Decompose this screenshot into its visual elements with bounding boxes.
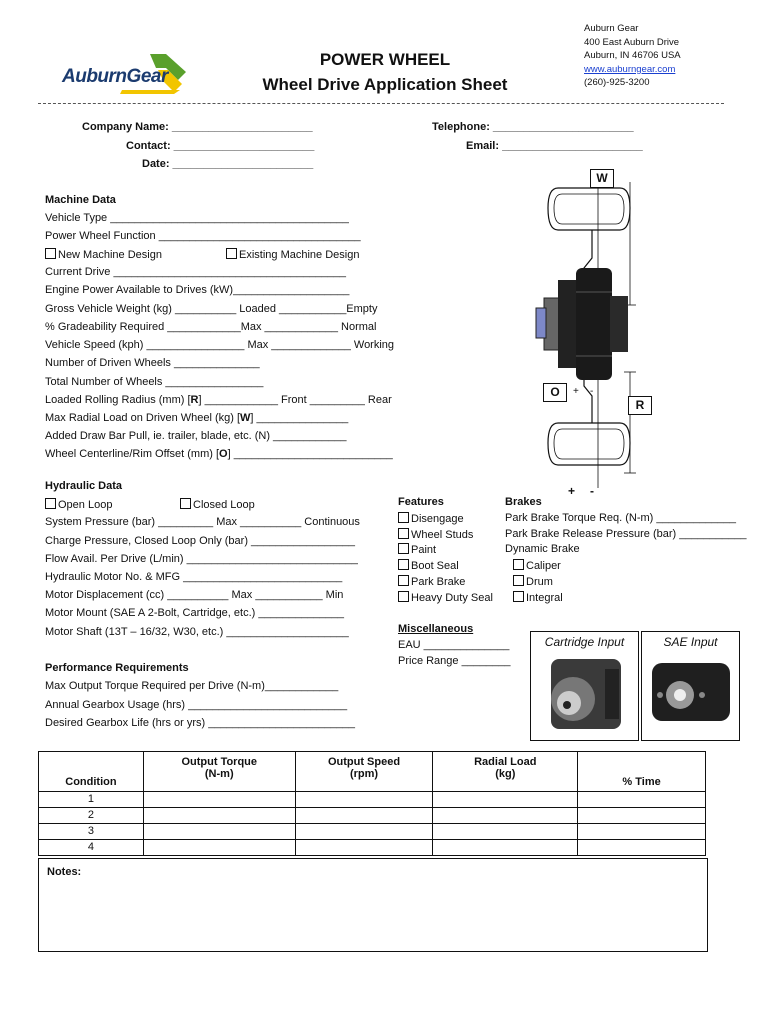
radial-load-field[interactable]: [45, 412, 348, 425]
rolling-radius-field[interactable]: [45, 394, 392, 407]
existing-machine-label: Existing Machine Design: [239, 249, 360, 261]
charge-pressure-field[interactable]: Charge Pressure, Closed Loop Only (bar) _________________: [45, 535, 356, 547]
website-link[interactable]: www.auburngear.com: [584, 63, 676, 75]
closed-loop-option[interactable]: [180, 498, 255, 512]
existing-machine-option[interactable]: [226, 248, 359, 262]
condition-number: 3: [39, 824, 144, 840]
feature-heavy-duty-seal[interactable]: [398, 591, 493, 605]
brake-label: Integral: [526, 592, 563, 604]
feature-label: Boot Seal: [411, 560, 459, 572]
condition-number: 2: [39, 808, 144, 824]
features-heading: Features: [398, 496, 444, 508]
offset-plus-top: +: [573, 386, 579, 397]
feature-label: Wheel Studs: [411, 529, 474, 541]
park-brake-release-field[interactable]: Park Brake Release Pressure (bar) ___________: [505, 528, 747, 540]
draw-bar-field[interactable]: Added Draw Bar Pull, ie. trailer, blade, etc. (N) ____________: [45, 430, 347, 442]
existing-machine-checkbox[interactable]: [226, 248, 237, 259]
gross-vehicle-weight-field[interactable]: [45, 303, 377, 316]
brake-checkbox[interactable]: [513, 591, 524, 602]
load-cell[interactable]: [433, 808, 578, 824]
address-line-1: 400 East Auburn Drive: [584, 36, 680, 48]
performance-heading: Performance Requirements: [45, 662, 189, 674]
open-loop-checkbox[interactable]: [45, 498, 56, 509]
misc-heading: Miscellaneous: [398, 623, 474, 635]
eau-field[interactable]: EAU ______________: [398, 639, 510, 651]
header-percent-time: % Time: [578, 752, 706, 792]
title-line-2: Wheel Drive Application Sheet: [262, 75, 508, 94]
new-machine-checkbox[interactable]: [45, 248, 56, 259]
feature-label: Paint: [411, 544, 437, 556]
grade-max: % Gradeability Required ____________Max: [45, 321, 262, 333]
feature-label: Park Brake: [411, 576, 466, 588]
notes-box[interactable]: [38, 858, 708, 952]
brake-caliper[interactable]: [513, 559, 561, 573]
address-line-2: Auburn, IN 46706 USA: [584, 50, 681, 61]
wheel-drive-diagram: [530, 168, 670, 496]
speed-working: _____________ Working: [271, 339, 395, 351]
table-row: [39, 840, 706, 856]
label-r: R: [628, 396, 652, 415]
offset-minus-top: -: [590, 386, 594, 397]
closed-loop-checkbox[interactable]: [180, 498, 191, 509]
logo: [62, 50, 190, 96]
motor-displacement-field[interactable]: Motor Displacement (cc) __________ Max ___________ Min: [45, 589, 344, 601]
feature-checkbox[interactable]: [398, 528, 409, 539]
brakes-heading: Brakes: [505, 496, 542, 508]
gvw-empty: ___________Empty: [279, 303, 378, 315]
radial-load-symbol: W: [240, 412, 251, 424]
radial-load-blank: ] _______________: [250, 412, 349, 424]
offset-plus: +: [568, 484, 576, 498]
gearbox-life-field[interactable]: Desired Gearbox Life (hrs or yrs) ________________________: [45, 717, 356, 729]
driven-wheels-field[interactable]: Number of Driven Wheels ______________: [45, 357, 260, 369]
motor-number-field[interactable]: Hydraulic Motor No. & MFG __________________________: [45, 571, 343, 583]
feature-label: Disengage: [411, 513, 464, 525]
rolling-radius-blanks: ] ____________ Front _________ Rear: [198, 394, 392, 406]
conditions-table: [38, 751, 706, 856]
power-wheel-function-field[interactable]: Power Wheel Function _________________________________: [45, 230, 361, 242]
radial-load-label: Max Radial Load on Driven Wheel (kg) [: [45, 412, 241, 424]
rolling-radius-symbol: R: [190, 394, 199, 406]
new-machine-label: New Machine Design: [58, 249, 162, 261]
condition-number: 1: [39, 792, 144, 808]
brake-drum[interactable]: [513, 575, 553, 589]
vehicle-speed-field[interactable]: [45, 339, 394, 352]
motor-shaft-field[interactable]: Motor Shaft (13T – 16/32, W30, etc.) ____________________: [45, 626, 349, 638]
notes-label: Notes:: [47, 866, 82, 878]
cartridge-input-panel: [530, 631, 639, 741]
torque-cell[interactable]: [143, 840, 295, 856]
new-machine-option[interactable]: [45, 248, 162, 262]
flow-field[interactable]: Flow Avail. Per Drive (L/min) ____________________________: [45, 553, 358, 565]
telephone-field[interactable]: Telephone: _______________________: [432, 121, 634, 133]
feature-paint[interactable]: [398, 543, 436, 557]
brake-label: Caliper: [526, 560, 561, 572]
time-cell[interactable]: [578, 808, 706, 824]
feature-checkbox[interactable]: [398, 575, 409, 586]
table-row: [39, 792, 706, 808]
title-line-1: POWER WHEEL: [319, 50, 451, 69]
rim-offset-label: Wheel Centerline/Rim Offset (mm) [: [45, 448, 220, 460]
contact-field[interactable]: Contact: _______________________: [126, 140, 315, 152]
sae-motor-image: [642, 649, 737, 737]
rim-offset-field[interactable]: [45, 448, 393, 461]
header-radial-load: Radial Load (kg): [433, 752, 578, 792]
park-brake-torque-field[interactable]: Park Brake Torque Req. (N-m) _____________: [505, 512, 736, 524]
load-cell[interactable]: [433, 792, 578, 808]
header-condition: Condition: [39, 752, 144, 792]
speed-cell[interactable]: [295, 808, 433, 824]
load-cell[interactable]: [433, 840, 578, 856]
feature-checkbox[interactable]: [398, 559, 409, 570]
closed-loop-label: Closed Loop: [193, 499, 255, 511]
brake-integral[interactable]: [513, 591, 563, 605]
date-field[interactable]: Date: _______________________: [142, 158, 314, 170]
annual-usage-field[interactable]: Annual Gearbox Usage (hrs) __________________________: [45, 699, 348, 711]
gvw-loaded: Gross Vehicle Weight (kg) __________ Loaded: [45, 303, 276, 315]
header-output-speed: Output Speed (rpm): [295, 752, 433, 792]
brake-checkbox[interactable]: [513, 559, 524, 570]
offset-minus: -: [590, 484, 594, 498]
feature-park-brake[interactable]: [398, 575, 465, 589]
company-address: [584, 22, 681, 90]
feature-checkbox[interactable]: [398, 591, 409, 602]
time-cell[interactable]: [578, 824, 706, 840]
system-pressure-field[interactable]: System Pressure (bar) _________ Max __________ Continuous: [45, 516, 360, 528]
total-wheels-field[interactable]: Total Number of Wheels ________________: [45, 376, 264, 388]
cartridge-input-label: Cartridge Input: [544, 635, 625, 649]
feature-disengage[interactable]: [398, 512, 464, 526]
torque-cell[interactable]: [143, 824, 295, 840]
machine-data-heading: Machine Data: [45, 194, 116, 206]
max-output-torque-field[interactable]: Max Output Torque Required per Drive (N-m)____________: [45, 680, 339, 692]
speed-max: Vehicle Speed (kph) ________________ Max: [45, 339, 269, 351]
speed-cell[interactable]: [295, 792, 433, 808]
time-cell[interactable]: [578, 840, 706, 856]
table-row: [39, 824, 706, 840]
cartridge-motor-image: [531, 649, 636, 737]
label-o: O: [543, 383, 567, 402]
feature-checkbox[interactable]: [398, 512, 409, 523]
table-row: [39, 808, 706, 824]
torque-cell[interactable]: [143, 808, 295, 824]
load-cell[interactable]: [433, 824, 578, 840]
time-cell[interactable]: [578, 792, 706, 808]
address-phone: (260)-925-3200: [584, 77, 650, 88]
dynamic-brake-label: Dynamic Brake: [505, 543, 580, 555]
header-output-torque: Output Torque (N-m): [143, 752, 295, 792]
page-title: [240, 50, 530, 95]
condition-number: 4: [39, 840, 144, 856]
label-w: W: [590, 169, 614, 188]
sae-input-panel: [641, 631, 740, 741]
feature-checkbox[interactable]: [398, 543, 409, 554]
email-field[interactable]: Email: _______________________: [466, 140, 643, 152]
address-company: Auburn Gear: [584, 23, 639, 34]
company-name-field[interactable]: Company Name: _______________________: [82, 121, 313, 133]
open-loop-label: Open Loop: [58, 499, 113, 511]
feature-boot-seal[interactable]: [398, 559, 459, 573]
brake-label: Drum: [526, 576, 553, 588]
rolling-radius-label: Loaded Rolling Radius (mm) [: [45, 394, 191, 406]
vehicle-type-field[interactable]: Vehicle Type _______________________________________: [45, 212, 349, 224]
header-divider: [38, 103, 724, 104]
engine-power-field[interactable]: Engine Power Available to Drives (kW)___________________: [45, 284, 350, 296]
brake-checkbox[interactable]: [513, 575, 524, 586]
rim-offset-blank: ] __________________________: [227, 448, 393, 460]
logo-text: AuburnGear: [62, 66, 168, 87]
feature-label: Heavy Duty Seal: [411, 592, 493, 604]
torque-cell[interactable]: [143, 792, 295, 808]
sae-input-label: SAE Input: [663, 635, 718, 649]
speed-cell[interactable]: [295, 824, 433, 840]
grade-normal: ____________ Normal: [264, 321, 377, 333]
table-header-row: [39, 752, 706, 792]
feature-wheel-studs[interactable]: [398, 528, 473, 542]
rim-offset-symbol: O: [219, 448, 228, 460]
current-drive-field[interactable]: Current Drive ______________________________________: [45, 266, 346, 278]
speed-cell[interactable]: [295, 840, 433, 856]
open-loop-option[interactable]: [45, 498, 112, 512]
price-range-field[interactable]: Price Range ________: [398, 655, 511, 667]
hydraulic-data-heading: Hydraulic Data: [45, 480, 123, 492]
gradeability-field[interactable]: [45, 321, 376, 334]
motor-mount-field[interactable]: Motor Mount (SAE A 2-Bolt, Cartridge, etc.) ______________: [45, 607, 345, 619]
